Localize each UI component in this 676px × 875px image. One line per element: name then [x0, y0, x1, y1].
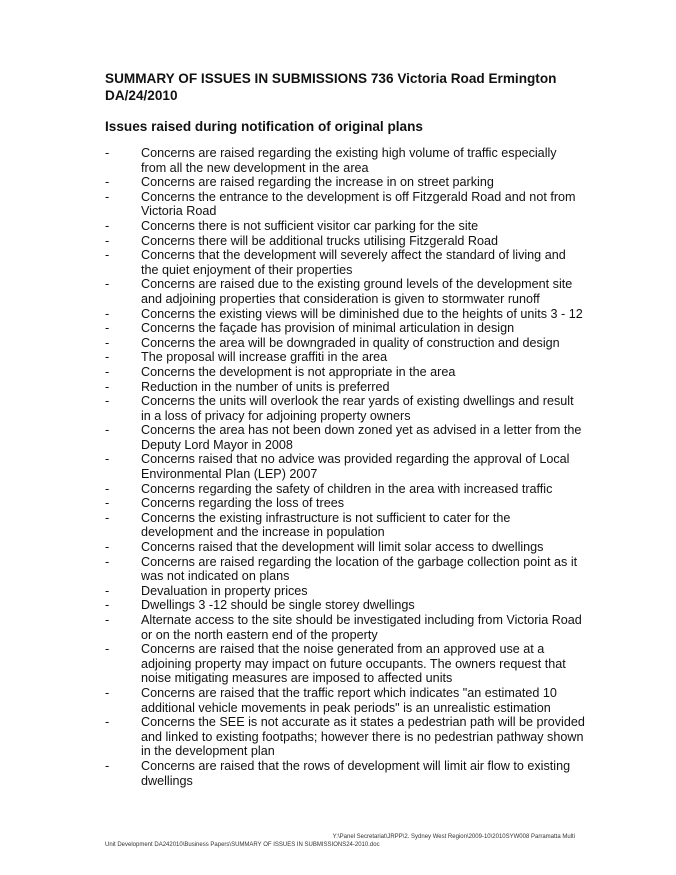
issue-text: Reduction in the number of units is preferred: [141, 379, 390, 394]
list-item: [105, 555, 585, 584]
section-heading: Issues raised during notification of original plans: [105, 119, 423, 134]
list-item: [105, 350, 585, 365]
issue-text: Concerns there is not sufficient visitor car parking for the site: [141, 218, 479, 233]
document-title: [105, 70, 585, 104]
list-item: [105, 423, 585, 452]
bullet-dash: -: [105, 496, 110, 511]
issue-text: Concerns raised that no advice was provided regarding the approval of Local Environmental Plan (LEP) 2007: [141, 452, 570, 482]
bullet-dash: -: [105, 510, 110, 525]
bullet-dash: -: [105, 248, 110, 263]
list-item: [105, 175, 585, 190]
bullet-dash: -: [105, 218, 110, 233]
issue-text: Concerns the façade has provision of minimal articulation in design: [141, 321, 515, 336]
bullet-dash: -: [105, 598, 110, 613]
list-item: [105, 321, 585, 336]
bullet-dash: -: [105, 233, 110, 248]
issue-text: Concerns are raised due to the existing ground levels of the development site and adjoining properties that consideration is given to stormwater runoff: [141, 277, 573, 306]
bullet-dash: -: [105, 685, 110, 700]
list-item: [105, 336, 585, 351]
title-line-1: SUMMARY OF ISSUES IN SUBMISSIONS 736 Victoria Road Ermington: [105, 71, 557, 86]
bullet-dash: -: [105, 423, 110, 438]
list-item: [105, 642, 585, 686]
issue-text: Concerns are raised regarding the existing high volume of traffic especially from all the new development in the area: [141, 146, 557, 175]
list-item: [105, 613, 585, 642]
bullet-dash: -: [105, 335, 110, 350]
issue-text: Devaluation in property prices: [141, 583, 308, 598]
list-item: [105, 496, 585, 511]
issue-text: Concerns the development is not appropriate in the area: [141, 364, 456, 379]
list-item: [105, 598, 585, 613]
issue-text: Concerns regarding the safety of children in the area with increased traffic: [141, 481, 553, 496]
bullet-dash: -: [105, 364, 110, 379]
issues-list: [105, 146, 585, 788]
issue-text: Concerns the SEE is not accurate as it states a pedestrian path will be provided and linked to existing footpaths; however there is no pedestrian pathway shown in the development plan: [141, 715, 585, 759]
bullet-dash: -: [105, 452, 110, 467]
title-line-2: DA/24/2010: [105, 88, 178, 103]
bullet-dash: -: [105, 642, 110, 657]
bullet-dash: -: [105, 321, 110, 336]
list-item: [105, 759, 585, 788]
list-item: [105, 307, 585, 322]
footer-line-1: Y:\Panel Secretariat\JRPP\2. Sydney West Region\2009-10\2010SYW008 Parramatta Multi: [332, 834, 575, 840]
issue-text: Concerns the entrance to the development is off Fitzgerald Road and not from Victoria Road: [141, 189, 576, 219]
list-item: [105, 190, 585, 219]
issue-text: Concerns the area has not been down zoned yet as advised in a letter from the Deputy Lord Mayor in 2008: [141, 423, 582, 452]
issue-text: Concerns the area will be downgraded in quality of construction and design: [141, 335, 560, 350]
issue-text: Concerns are raised regarding the increase in on street parking: [141, 175, 494, 190]
bullet-dash: -: [105, 379, 110, 394]
list-item: [105, 248, 585, 277]
bullet-dash: -: [105, 758, 110, 773]
issue-text: Concerns raised that the development will limit solar access to dwellings: [141, 540, 544, 555]
file-path-footer: [105, 833, 575, 849]
list-item: [105, 394, 585, 423]
bullet-dash: -: [105, 146, 110, 160]
issue-text: Concerns are raised that the noise generated from an approved use at a adjoining property may impact on future occupants. The owners request that noise mitigating measures are imposed to affected units: [141, 642, 566, 686]
list-item: [105, 452, 585, 481]
list-item: [105, 715, 585, 759]
list-item: [105, 686, 585, 715]
bullet-dash: -: [105, 277, 110, 292]
bullet-dash: -: [105, 189, 110, 204]
list-item: [105, 365, 585, 380]
list-item: [105, 234, 585, 249]
issue-text: Concerns are raised regarding the location of the garbage collection point as it was not indicated on plans: [141, 554, 578, 584]
issue-text: Concerns are raised that the traffic report which indicates "an estimated 10 additional vehicle movements in peak periods" is an unrealistic estimation: [141, 685, 557, 715]
list-item: [105, 219, 585, 234]
issue-text: Concerns that the development will severely affect the standard of living and the quiet enjoyment of their properties: [141, 248, 566, 277]
issue-text: Concerns regarding the loss of trees: [141, 496, 345, 511]
issue-text: The proposal will increase graffiti in the area: [141, 350, 388, 365]
list-item: [105, 584, 585, 599]
bullet-dash: -: [105, 175, 110, 190]
issue-text: Concerns the existing infrastructure is not sufficient to cater for the development and the increase in population: [141, 510, 511, 540]
list-item: [105, 540, 585, 555]
bullet-dash: -: [105, 350, 110, 365]
footer-line-2: Unit Development DA242010\Business Papers\SUMMARY OF ISSUES IN SUBMISSIONS24-2010.doc: [105, 842, 380, 848]
issue-text: Dwellings 3 -12 should be single storey dwellings: [141, 598, 415, 613]
list-item: [105, 146, 585, 175]
list-item: [105, 482, 585, 497]
issue-text: Alternate access to the site should be investigated including from Victoria Road or on the north eastern end of the property: [141, 613, 582, 642]
bullet-dash: -: [105, 540, 110, 555]
issue-text: Concerns the units will overlook the rear yards of existing dwellings and result in a loss of privacy for adjoining property owners: [141, 394, 574, 423]
bullet-dash: -: [105, 481, 110, 496]
bullet-dash: -: [105, 613, 110, 627]
issue-text: Concerns there will be additional trucks utilising Fitzgerald Road: [141, 233, 498, 248]
bullet-dash: -: [105, 554, 110, 569]
issue-text: Concerns are raised that the rows of development will limit air flow to existing dwellings: [141, 758, 571, 788]
bullet-dash: -: [105, 306, 110, 321]
bullet-dash: -: [105, 583, 110, 598]
bullet-dash: -: [105, 394, 110, 409]
list-item: [105, 380, 585, 395]
list-item: [105, 511, 585, 540]
list-item: [105, 277, 585, 306]
bullet-dash: -: [105, 715, 110, 730]
issue-text: Concerns the existing views will be diminished due to the heights of units 3 - 12: [141, 306, 583, 321]
